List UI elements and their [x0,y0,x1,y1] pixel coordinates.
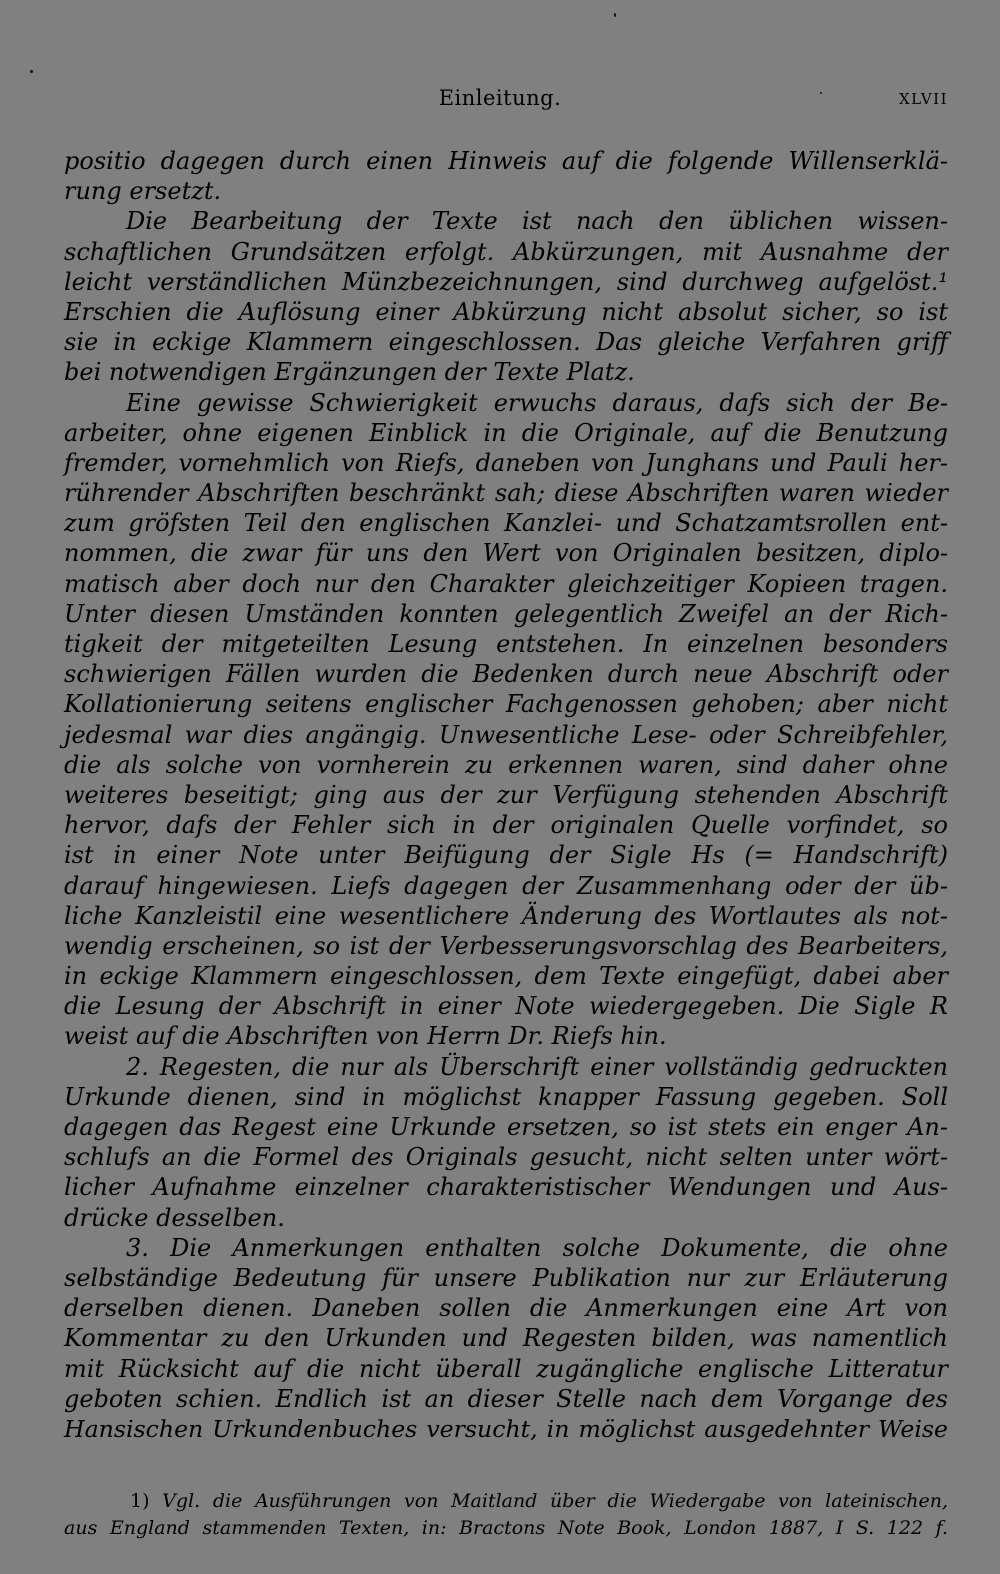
text-line: licher Aufnahme einzelner charakteristischer Wendungen und Aus- [64,1173,948,1202]
text-line: selbständige Bedeutung für unsere Publikation nur zur Erläuterung [64,1263,948,1292]
text-line: ist in einer Note unter Beifügung der Sigle Hs (= Handschrift) [64,841,948,870]
scan-speck [614,13,616,17]
text-line: weiteres beseitigt; ging aus der zur Verfügung stehenden Abschrift [64,780,948,809]
footnote-marker: 1) [130,1490,150,1512]
text-line: jedesmal war dies angängig. Unwesentliche Lese- oder Schreibfehler, [64,720,948,749]
text-line: Hansischen Urkundenbuches versucht, in möglichst ausgedehnter Weise [64,1414,948,1443]
text-line: fremder, vornehmlich von Riefs, daneben von Junghans und Pauli her- [64,448,948,477]
text-line: Unter diesen Umständen konnten gelegentlich Zweifel an der Rich- [64,599,948,628]
text-line: 3. Die Anmerkungen enthalten solche Dokumente, die ohne [126,1233,948,1262]
text-line: wendig erscheinen, so ist der Verbesserungsvorschlag des Bearbeiters, [64,931,948,960]
footnote [64,1488,948,1542]
text-line: bei notwendigen Ergänzungen der Texte Platz. [64,358,635,387]
text-line: Kommentar zu den Urkunden und Regesten bilden, was namentlich [64,1324,948,1353]
text-line: arbeiter, ohne eigenen Einblick in die Originale, auf die Benutzung [64,418,948,447]
text-line: dagegen das Regest eine Urkunde ersetzen, so ist stets ein enger An- [64,1113,948,1141]
text-line: 2. Regesten, die nur als Überschrift einer vollständig gedruckten [126,1052,948,1081]
text-line: zum gröfsten Teil den englischen Kanzlei- und Schatzamtsrollen ent- [64,509,948,538]
scan-speck [30,70,33,73]
text-line: die als solche von vornherein zu erkennen waren, sind daher ohne [64,750,948,779]
text-line: Urkunde dienen, sind in möglichst knapper Fassung gegeben. Soll [64,1082,948,1111]
text-line: positio dagegen durch einen Hinweis auf die folgende Willenserklä- [64,147,948,175]
text-line: weist auf die Abschriften von Herrn Dr. Riefs hin. [64,1022,667,1051]
text-line: matisch aber doch nur den Charakter gleichzeitiger Kopieen tragen. [64,569,948,598]
text-line: darauf hingewiesen. Liefs dagegen der Zusammenhang oder der üb- [64,871,948,900]
text-line: drücke desselben. [64,1203,285,1232]
text-line: liche Kanzleistil eine wesentlichere Änderung des Wortlautes als not- [64,901,948,930]
text-line: Erschien die Auflösung einer Abkürzung nicht absolut sicher, so ist [64,297,948,326]
footnote-text: Vgl. die Ausführungen von Maitland über die Wiedergabe von lateinischen, [162,1490,948,1512]
text-line: sie in eckige Klammern eingeschlossen. Das gleiche Verfahren griff [64,328,948,357]
page-number: XLVII [898,90,948,108]
text-line: geboten schien. Endlich ist an dieser Stelle nach dem Vorgange des [64,1384,948,1413]
text-line: Kollationierung seitens englischer Fachgenossen gehoben; aber nicht [64,690,948,719]
text-line: Eine gewisse Schwierigkeit erwuchs daraus, dafs sich der Be- [126,388,948,417]
text-line: schlufs an die Formel des Originals gesucht, nicht selten unter wört- [64,1143,948,1172]
footnote-line: aus England stammenden Texten, in: Bractons Note Book, London 1887, I S. 122 f. [64,1517,948,1539]
text-line: mit Rücksicht auf die nicht überall zugängliche englische Litteratur [64,1354,948,1383]
text-line: schwierigen Fällen wurden die Bedenken durch neue Abschrift oder [64,660,948,689]
text-line: rung ersetzt. [64,177,222,206]
text-line: in eckige Klammern eingeschlossen, dem Texte eingefügt, dabei aber [64,962,948,991]
text-line: Die Bearbeitung der Texte ist nach den üblichen wissen- [126,207,948,236]
text-line: derselben dienen. Daneben sollen die Anmerkungen eine Art von [64,1294,948,1323]
text-line: leicht verständlichen Münzbezeichnungen, sind durchweg aufgelöst.¹ [64,267,948,296]
footnote-line [64,1488,948,1515]
text-line: rührender Abschriften beschränkt sah; diese Abschriften waren wieder [64,479,948,508]
body-text [64,146,948,1444]
running-head-title: Einleitung. [438,86,562,110]
text-line: schaftlichen Grundsätzen erfolgt. Abkürzungen, mit Ausnahme der [64,237,948,266]
text-line: tigkeit der mitgeteilten Lesung entstehen. In einzelnen besonders [64,630,948,658]
text-line: nommen, die zwar für uns den Wert von Originalen besitzen, diplo- [64,539,948,568]
text-line: hervor, dafs der Fehler sich in der originalen Quelle vorfindet, so [64,811,948,840]
text-line: die Lesung der Abschrift in einer Note wiedergegeben. Die Sigle R [64,992,948,1021]
